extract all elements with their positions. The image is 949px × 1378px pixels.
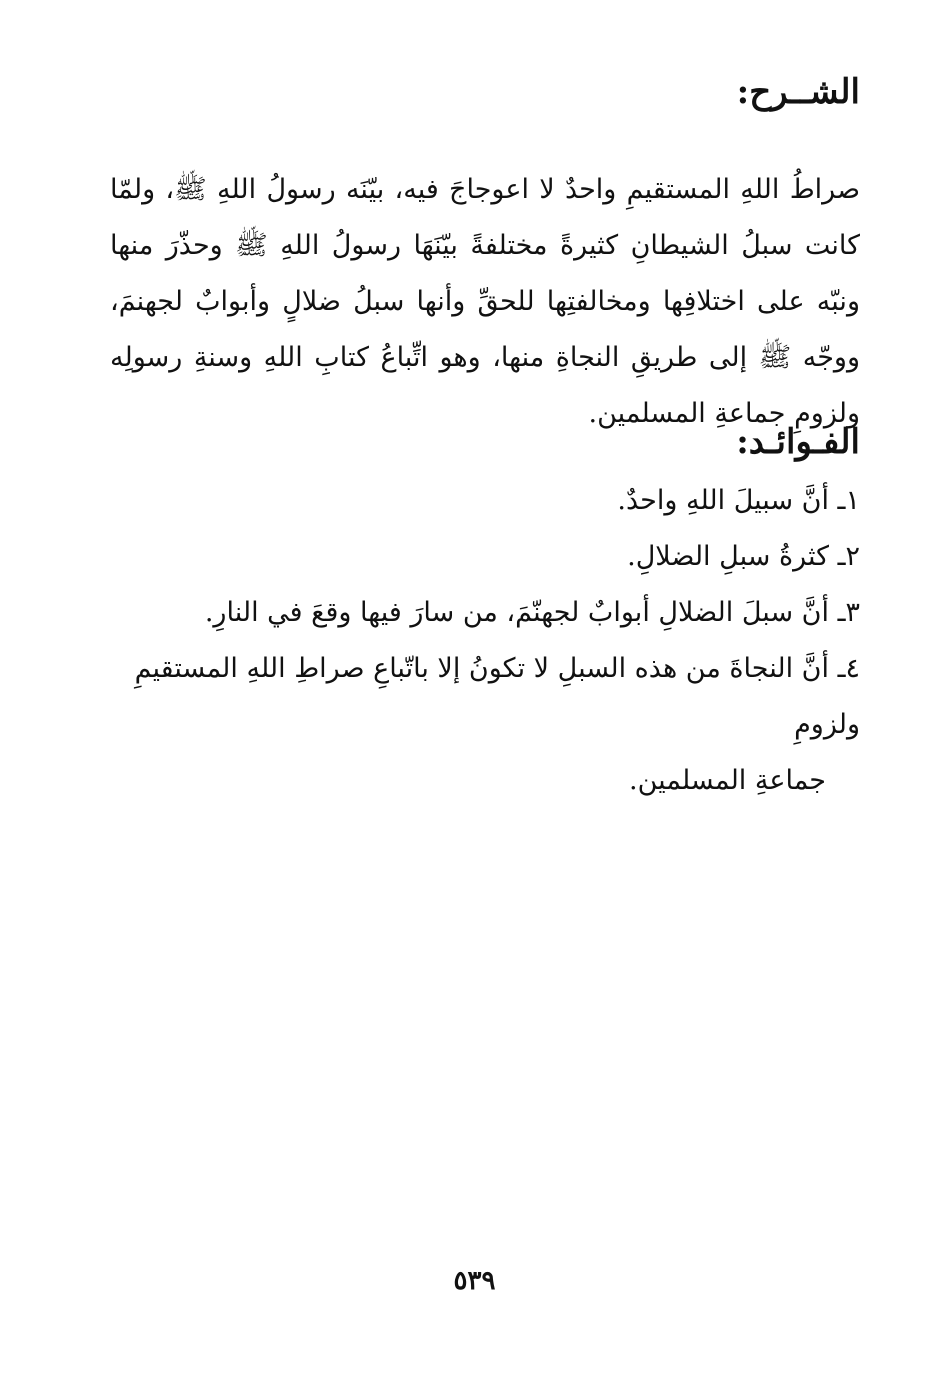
fawaid-list bbox=[110, 473, 860, 809]
fawaid-item-3: ٣ـ أنَّ سبلَ الضلالِ أبوابٌ لجهنّمَ، من سارَ فيها وقعَ في النارِ. bbox=[204, 597, 860, 628]
fawaid-heading: الفـوائـد: bbox=[736, 422, 860, 462]
fawaid-item-4 bbox=[110, 641, 860, 809]
fawaid-item-1: ١ـ أنَّ سبيلَ اللهِ واحدٌ. bbox=[617, 485, 860, 516]
sharh-paragraph: صراطُ اللهِ المستقيمِ واحدٌ لا اعوجاجَ فيه، بيّنَه رسولُ اللهِ ﷺ، ولمّا كانت سبلُ الشيطانِ كثيرةً مختلفةً بيّنَهَا رسولُ اللهِ ﷺ وحذّرَ منها ونبّه على اختلافِها ومخالفتِها للحقِّ وأنها سبلُ ضلالٍ وأبوابٌ لجهنمَ، ووجّه ﷺ إلى طريقِ النجاةِ منها، وهو اتِّباعُ كتابِ اللهِ وسنةِ رسولِه ولزومِ جماعةِ المسلمين. bbox=[110, 174, 860, 429]
page-number: ٥٣٩ bbox=[453, 1266, 496, 1296]
sharh-heading: الشــرح: bbox=[736, 72, 860, 112]
fawaid-item-4-continuation: جماعةِ المسلمين. bbox=[629, 765, 826, 796]
fawaid-item-4-text: ٤ـ أنَّ النجاةَ من هذه السبلِ لا تكونُ إلا باتّباعِ صراطِ اللهِ المستقيمِ ولزومِ bbox=[134, 653, 860, 740]
fawaid-item-2: ٢ـ كثرةُ سبلِ الضلالِ. bbox=[627, 541, 860, 572]
